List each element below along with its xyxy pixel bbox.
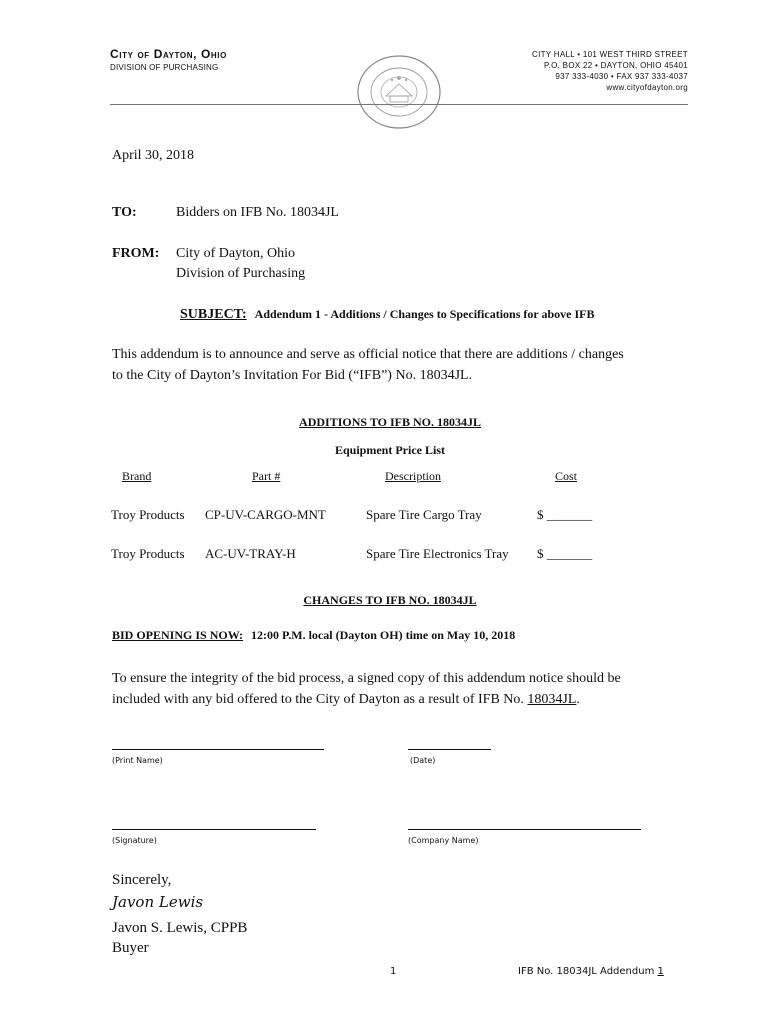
from-line-1: City of Dayton, Ohio	[176, 246, 295, 261]
company-name-caption: (Company Name)	[408, 836, 479, 845]
org-name: City of Dayton, Ohio	[110, 47, 227, 61]
date-caption: (Date)	[410, 756, 436, 765]
subject-label: SUBJECT:	[180, 307, 247, 322]
row-cost: $ _______	[537, 507, 593, 522]
intro-line-1: This addendum is to announce and serve as official notice that there are additions / changes	[112, 347, 624, 362]
row-description: Spare Tire Electronics Tray	[366, 546, 509, 561]
integrity-ifb-number: 18034JL	[527, 692, 577, 707]
page-number: 1	[390, 966, 397, 977]
company-name-line[interactable]	[408, 829, 641, 830]
address-line-3: 937 333-4030 • FAX 937 333-4037	[555, 72, 688, 81]
header-divider	[110, 104, 688, 105]
sincerely-text: Sincerely,	[112, 872, 172, 888]
integrity-suffix: .	[576, 692, 580, 707]
to-value: Bidders on IFB No. 18034JL	[176, 205, 339, 220]
row-description: Spare Tire Cargo Tray	[366, 507, 482, 522]
footer-doc-page: 1	[657, 966, 664, 977]
website-link[interactable]: www.cityofdayton.org	[606, 83, 688, 92]
footer-doc-text: IFB No. 18034JL Addendum	[518, 966, 658, 977]
changes-heading: CHANGES TO IFB NO. 18034JL	[303, 593, 477, 607]
column-header-cost: Cost	[555, 469, 578, 483]
subject-value: Addendum 1 - Additions / Changes to Specifications for above IFB	[254, 307, 595, 321]
handwritten-signature: Javon Lewis	[112, 893, 204, 911]
subject-line	[180, 305, 594, 323]
row-brand: Troy Products	[111, 507, 185, 522]
from-line-2: Division of Purchasing	[176, 266, 306, 281]
signature-caption: (Signature)	[112, 836, 157, 845]
additions-heading: ADDITIONS TO IFB NO. 18034JL	[299, 415, 481, 429]
address-line-2: P.O. BOX 22 • DAYTON, OHIO 45401	[543, 61, 688, 70]
integrity-line-2	[112, 690, 580, 710]
print-name-line[interactable]	[112, 749, 324, 750]
print-name-caption: (Print Name)	[112, 756, 163, 765]
intro-line-2: to the City of Dayton’s Invitation For Bid (“IFB”) No. 18034JL.	[112, 368, 473, 383]
column-header-description: Description	[385, 469, 441, 483]
footer-doc-label	[518, 966, 664, 977]
column-header-brand: Brand	[122, 469, 152, 483]
letter-date: April 30, 2018	[112, 148, 195, 163]
division-name: DIVISION OF PURCHASING	[110, 63, 219, 72]
address-line-1: CITY HALL • 101 WEST THIRD STREET	[532, 50, 688, 59]
row-part: CP-UV-CARGO-MNT	[205, 507, 326, 522]
row-brand: Troy Products	[111, 546, 185, 561]
to-label: TO:	[112, 205, 137, 220]
row-cost: $ _______	[537, 546, 593, 561]
signature-line[interactable]	[112, 829, 316, 830]
from-label: FROM:	[112, 246, 160, 261]
integrity-line-2-prefix: included with any bid offered to the City of Dayton as a result of IFB No.	[112, 692, 528, 707]
bid-opening-label: BID OPENING IS NOW:	[112, 628, 244, 642]
signer-title: Buyer	[112, 940, 149, 956]
integrity-line-1: To ensure the integrity of the bid process, a signed copy of this addendum notice should be	[112, 671, 621, 686]
signer-name: Javon S. Lewis, CPPB	[112, 920, 248, 936]
bid-opening-value: 12:00 P.M. local (Dayton OH) time on May 10, 2018	[251, 628, 516, 642]
price-list-title: Equipment Price List	[335, 443, 445, 457]
column-header-part: Part #	[252, 469, 281, 483]
row-part: AC-UV-TRAY-H	[205, 546, 296, 561]
date-line[interactable]	[408, 749, 491, 750]
bid-opening-line	[112, 626, 515, 644]
city-seal-icon	[356, 54, 442, 130]
